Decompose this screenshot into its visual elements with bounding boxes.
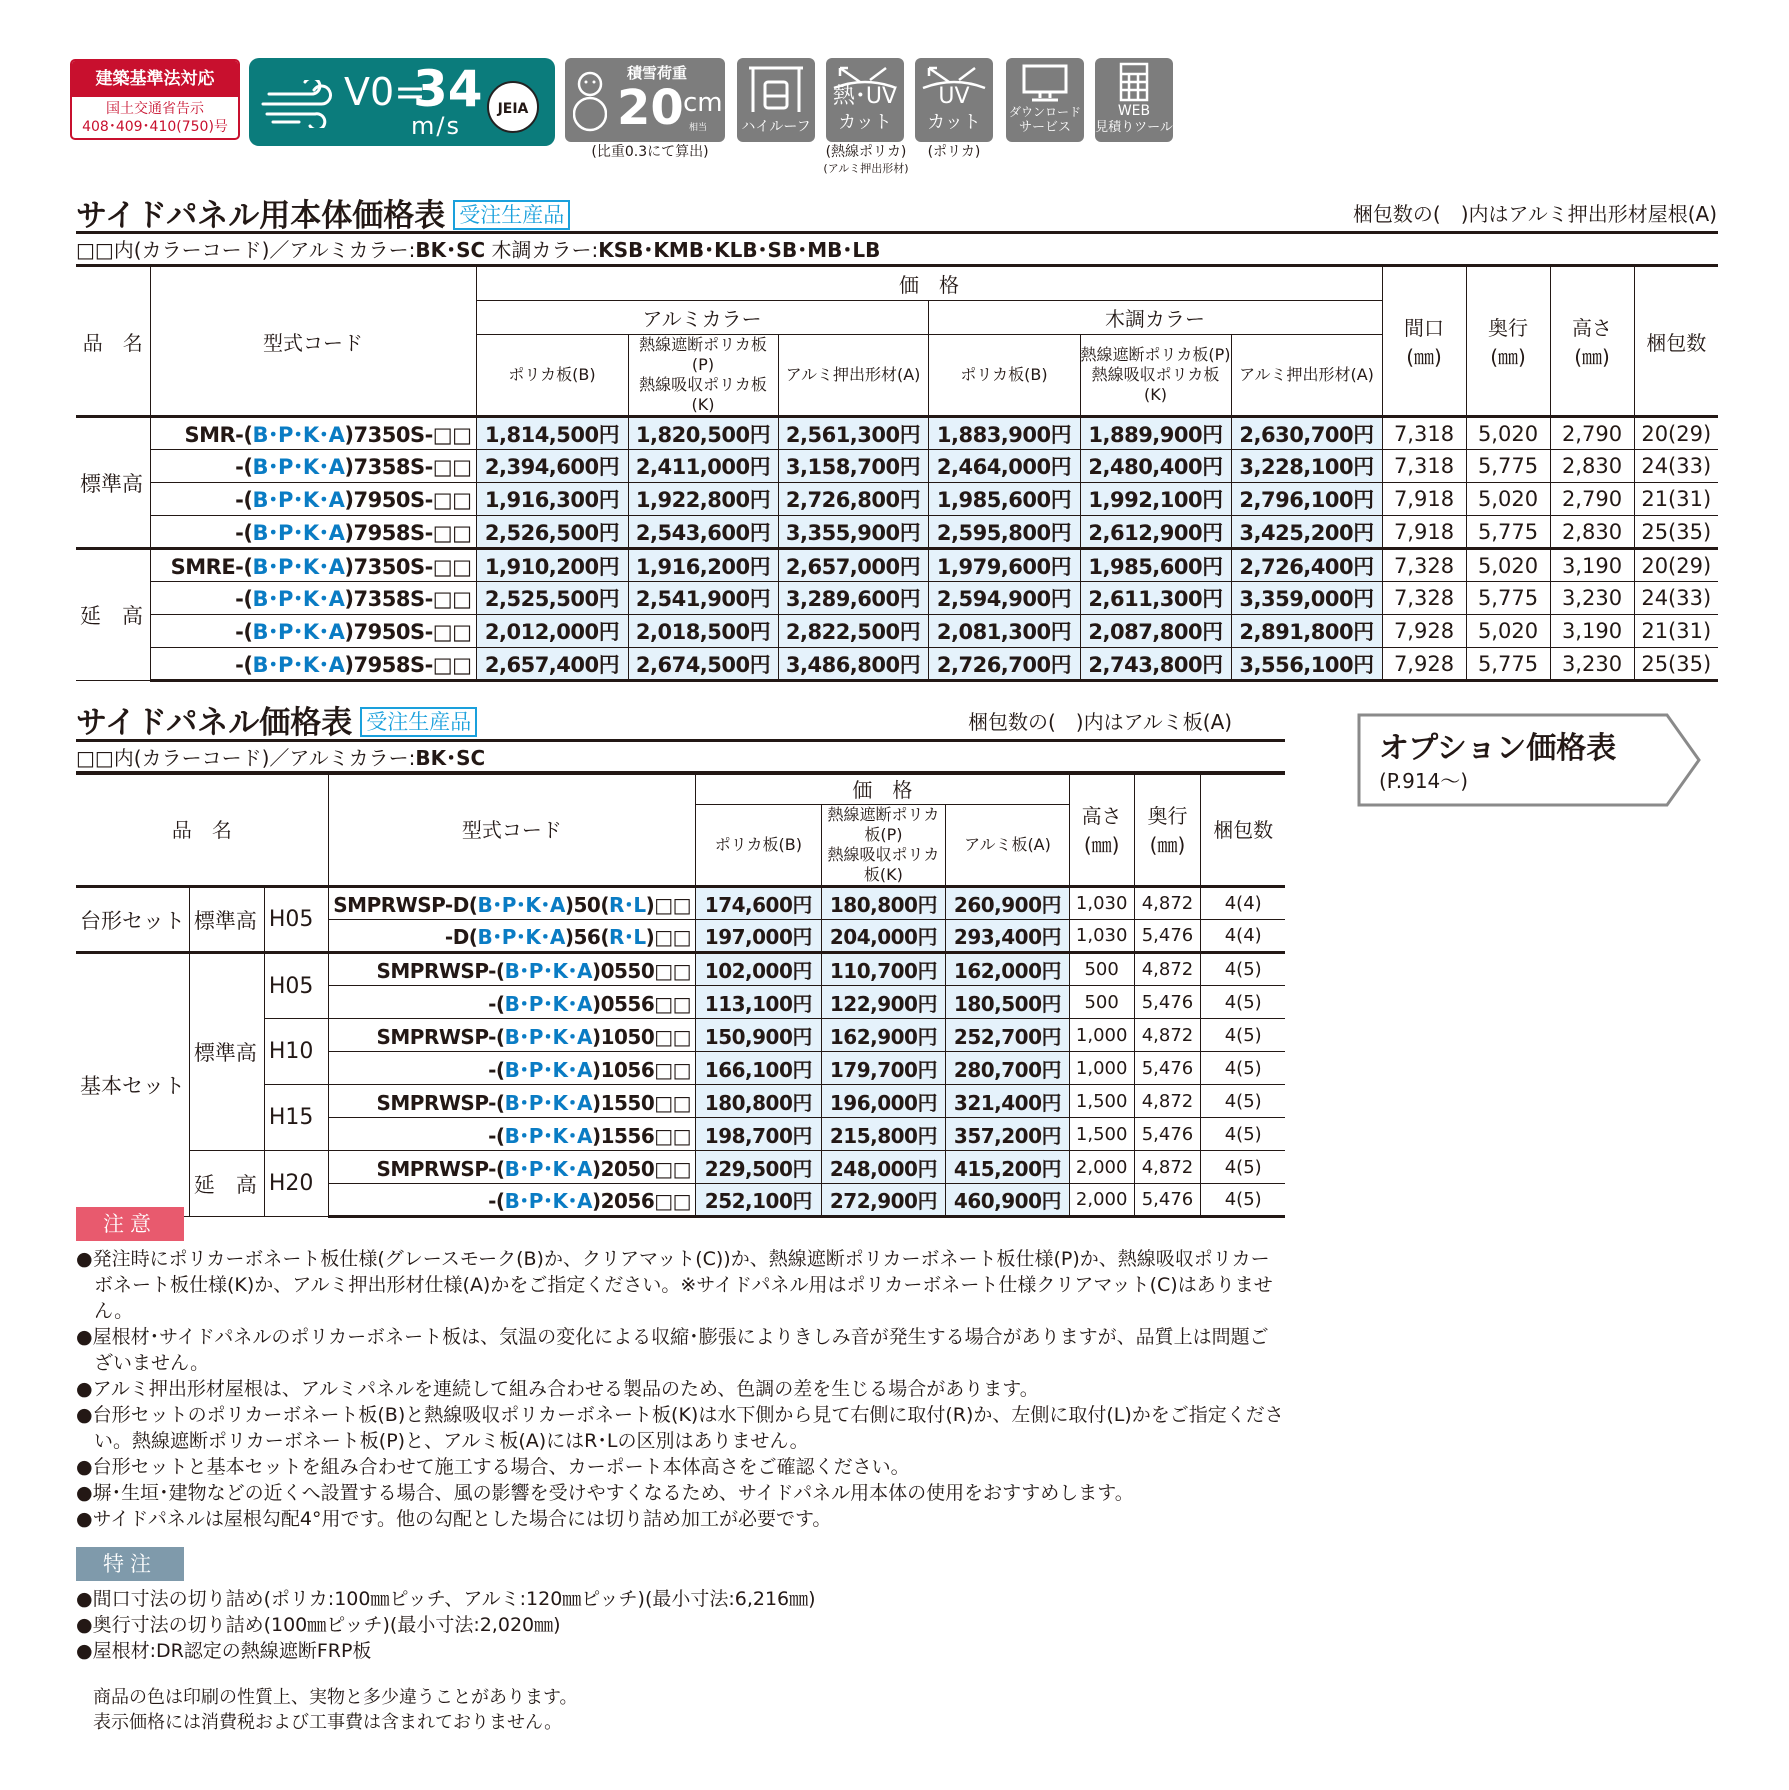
height-cell: 1,030 xyxy=(1069,887,1134,920)
price-cell: 229,500円 xyxy=(696,1151,822,1184)
table2-pack-note: 梱包数の( )内はアルミ板(A) xyxy=(968,710,1233,734)
price-cell: 2,612,900円 xyxy=(1080,516,1231,549)
depth-cell: 5,020 xyxy=(1466,549,1550,582)
download-line2: サービス xyxy=(1018,120,1071,135)
depth-cell: 5,775 xyxy=(1466,516,1550,549)
wind-value: 34 xyxy=(413,60,483,118)
price-cell: 2,611,300円 xyxy=(1080,582,1231,615)
price-cell: 3,486,800円 xyxy=(778,648,928,681)
price-cell: 321,400円 xyxy=(946,1085,1070,1118)
price-cell: 3,158,700円 xyxy=(778,450,928,483)
made-to-order-tag: 受注生産品 xyxy=(453,200,570,230)
group-name: 標準高 xyxy=(76,417,150,549)
price-cell: 2,394,600円 xyxy=(476,450,628,483)
height-cell: 500 xyxy=(1069,986,1134,1019)
table2-color-note: □□内(カラーコード)／アルミカラー:BK･SC xyxy=(76,739,1285,775)
price-cell: 460,900円 xyxy=(946,1184,1070,1217)
th2-height: 高さ (㎜) xyxy=(1069,772,1134,887)
caution-section xyxy=(76,1207,184,1241)
heat-uv-line1: 熱･UV xyxy=(832,84,898,109)
model-code: SMRE-(B･P･K･A)7350S-□□ xyxy=(150,549,476,582)
heat-uv-caption1: (熱線ポリカ) xyxy=(825,144,907,160)
price-cell: 166,100円 xyxy=(696,1052,822,1085)
height-cell: 1,000 xyxy=(1069,1052,1134,1085)
table-row xyxy=(76,615,1718,648)
price-cell: 415,200円 xyxy=(946,1151,1070,1184)
color-note-prefix: □□内(カラーコード)／アルミカラー: xyxy=(76,238,416,262)
height-cell: 3,230 xyxy=(1550,648,1634,681)
height-cell: 3,230 xyxy=(1550,582,1634,615)
price-cell: 1,985,600円 xyxy=(1080,549,1231,582)
web-line2: 見積りツール xyxy=(1095,120,1173,135)
calculator-icon xyxy=(1119,62,1149,102)
th-pack: 梱包数 xyxy=(1634,267,1718,417)
width-cell: 7,318 xyxy=(1382,450,1466,483)
price-cell: 180,500円 xyxy=(946,986,1070,1019)
price-cell: 2,657,400円 xyxy=(476,648,628,681)
high-roof-label: ハイルーフ xyxy=(741,119,811,135)
heat-uv-caption2: (アルミ押出形材) xyxy=(823,162,909,175)
price-cell: 179,700円 xyxy=(821,1052,946,1085)
option-price-link[interactable] xyxy=(1357,713,1702,807)
wood-colors: KSB･KMB･KLB･SB･MB･LB xyxy=(598,238,881,262)
set-name: 台形セット xyxy=(76,887,189,953)
wind-prefix: V0= xyxy=(344,70,427,114)
table1-color-note xyxy=(76,231,1718,267)
height-cell: 2,830 xyxy=(1550,516,1634,549)
snow-value: 20 xyxy=(617,80,684,136)
width-cell: 7,918 xyxy=(1382,483,1466,516)
uv-caption: (ポリカ) xyxy=(927,144,981,160)
price-cell: 2,891,800円 xyxy=(1231,615,1382,648)
table-row xyxy=(76,417,1718,450)
width-cell: 7,328 xyxy=(1382,582,1466,615)
price-cell: 3,289,600円 xyxy=(778,582,928,615)
price-cell: 2,561,300円 xyxy=(778,417,928,450)
table2-side-panel-prices xyxy=(76,771,1285,1218)
price-cell: 248,000円 xyxy=(821,1151,946,1184)
caution-item: ●台形セットと基本セットを組み合わせて施工する場合、カーポート本体高さをご確認ください。 xyxy=(76,1456,910,1478)
h-code: H10 xyxy=(264,1019,328,1085)
th-wood-color: 木調カラー xyxy=(928,301,1382,335)
price-cell: 150,900円 xyxy=(696,1019,822,1052)
width-cell: 7,928 xyxy=(1382,648,1466,681)
model-code: SMPRWSP-(B･P･K･A)1050□□ xyxy=(328,1019,695,1052)
table2-heading xyxy=(76,697,477,742)
footer-line1: 商品の色は印刷の性質上、実物と多少違うことがあります。 xyxy=(93,1687,578,1708)
caution-item: ●塀･生垣･建物などの近くへ設置する場合、風の影響を受けやすくなるため、サイドパネル用本体の使用をおすすめします。 xyxy=(76,1482,1134,1504)
table2-title: サイドパネル価格表 xyxy=(76,705,353,741)
height-cell: 1,030 xyxy=(1069,920,1134,953)
heat-uv-line2: カット xyxy=(838,112,892,133)
h-code: H05 xyxy=(264,953,328,1019)
price-cell: 260,900円 xyxy=(946,887,1070,920)
uv-line1: UV xyxy=(938,84,970,109)
price-cell: 162,900円 xyxy=(821,1019,946,1052)
price-cell: 3,355,900円 xyxy=(778,516,928,549)
price-cell: 1,910,200円 xyxy=(476,549,628,582)
price-cell: 2,480,400円 xyxy=(1080,450,1231,483)
price-cell: 2,541,900円 xyxy=(628,582,778,615)
caution-label: 注意 xyxy=(76,1207,184,1241)
table1-pack-note: 梱包数の( )内はアルミ押出形材屋根(A) xyxy=(1352,202,1717,226)
pack-cell: 4(5) xyxy=(1201,1052,1285,1085)
depth-cell: 5,476 xyxy=(1134,1184,1201,1217)
price-cell: 2,630,700円 xyxy=(1231,417,1382,450)
price-cell: 2,595,800円 xyxy=(928,516,1080,549)
special-item: ●間口寸法の切り詰め(ポリカ:100㎜ピッチ、アルミ:120㎜ピッチ)(最小寸法:6,216㎜) xyxy=(76,1588,816,1610)
snow-label: 積雪荷重 xyxy=(627,64,688,82)
price-cell: 1,820,500円 xyxy=(628,417,778,450)
uv-cut-badge xyxy=(915,58,993,142)
price-cell: 110,700円 xyxy=(821,953,946,986)
price-cell: 2,726,800円 xyxy=(778,483,928,516)
price-cell: 2,726,400円 xyxy=(1231,549,1382,582)
model-code: SMR-(B･P･K･A)7350S-□□ xyxy=(150,417,476,450)
price-cell: 252,700円 xyxy=(946,1019,1070,1052)
price-cell: 2,087,800円 xyxy=(1080,615,1231,648)
alu-colors: BK･SC xyxy=(415,238,486,262)
caution-item: ●アルミ押出形材屋根は、アルミパネルを連続して組み合わせる製品のため、色調の差を生じる場合があります。 xyxy=(76,1378,1039,1400)
h-code: H20 xyxy=(264,1151,328,1217)
pack-cell: 4(4) xyxy=(1201,887,1285,920)
width-cell: 7,918 xyxy=(1382,516,1466,549)
price-cell: 1,889,900円 xyxy=(1080,417,1231,450)
price-cell: 252,100円 xyxy=(696,1184,822,1217)
price-cell: 1,883,900円 xyxy=(928,417,1080,450)
price-cell: 1,992,100円 xyxy=(1080,483,1231,516)
pack-cell: 4(5) xyxy=(1201,1085,1285,1118)
snowman-icon xyxy=(573,66,607,134)
depth-cell: 5,020 xyxy=(1466,615,1550,648)
price-cell: 2,525,500円 xyxy=(476,582,628,615)
th-poly-wood: ポリカ板(B) xyxy=(928,335,1080,417)
heat-uv-cut-badge xyxy=(826,58,904,142)
th2-code: 型式コード xyxy=(328,772,695,887)
height-cell: 1,500 xyxy=(1069,1118,1134,1151)
th-alu-color: アルミカラー xyxy=(476,301,928,335)
model-code: -(B･P･K･A)0556□□ xyxy=(328,986,695,1019)
snow-unit: cm xyxy=(683,88,723,118)
depth-cell: 5,775 xyxy=(1466,582,1550,615)
model-code: -(B･P･K･A)7958S-□□ xyxy=(150,648,476,681)
height-cell: 1,000 xyxy=(1069,1019,1134,1052)
price-cell: 272,900円 xyxy=(821,1184,946,1217)
web-line1: WEB xyxy=(1117,103,1151,119)
th-price: 価 格 xyxy=(476,267,1382,301)
price-cell: 198,700円 xyxy=(696,1118,822,1151)
price-cell: 2,018,500円 xyxy=(628,615,778,648)
height-cell: 1,500 xyxy=(1069,1085,1134,1118)
price-cell: 2,411,000円 xyxy=(628,450,778,483)
th-code: 型式コード xyxy=(150,267,476,417)
depth-cell: 5,476 xyxy=(1134,1052,1201,1085)
pack-cell: 24(33) xyxy=(1634,582,1718,615)
depth-cell: 5,476 xyxy=(1134,1118,1201,1151)
price-cell: 174,600円 xyxy=(696,887,822,920)
height-type: 標準高 xyxy=(189,953,264,1151)
th-alu-ext: アルミ押出形材(A) xyxy=(778,335,928,417)
width-cell: 7,928 xyxy=(1382,615,1466,648)
model-code: -(B･P･K･A)7950S-□□ xyxy=(150,615,476,648)
height-type: 延 高 xyxy=(189,1151,264,1217)
option-title: オプション価格表 xyxy=(1379,731,1617,766)
badge-law-line2: 408･409･410(750)号 xyxy=(82,119,228,135)
depth-cell: 4,872 xyxy=(1134,1019,1201,1052)
table-row xyxy=(76,582,1718,615)
caution-item: ●サイドパネルは屋根勾配4°用です。他の勾配とした場合には切り詰め加工が必要です。 xyxy=(76,1508,832,1530)
th-name: 品 名 xyxy=(76,267,150,417)
depth-cell: 5,476 xyxy=(1134,986,1201,1019)
table-row xyxy=(76,1151,1285,1184)
special-section xyxy=(76,1547,184,1581)
price-cell: 2,464,000円 xyxy=(928,450,1080,483)
th-alu-ext-wood: アルミ押出形材(A) xyxy=(1231,335,1382,417)
th-heat-wood: 熱線遮断ポリカ板(P) 熱線吸収ポリカ板(K) xyxy=(1080,335,1231,417)
caution-item: ●発注時にポリカーボネート板仕様(グレースモーク(B)か、クリアマット(C))か、熱線遮断ポリカーボネート板仕様(P)か、熱線吸収ポリカーボネート板仕様(K)か、アルミ押出形材仕様(A)かをご指定ください。※サイドパネル用はポリカーボネート仕様クリアマット(C)はありません。 xyxy=(76,1248,1273,1322)
wind-icon xyxy=(259,80,339,128)
caution-list xyxy=(76,1246,1286,1532)
snow-sub: 相当 xyxy=(689,123,708,133)
model-code: -(B･P･K･A)2056□□ xyxy=(328,1184,695,1217)
monitor-icon xyxy=(1020,64,1070,104)
badge-law-line1: 国土交通省告示 xyxy=(106,101,204,117)
depth-cell: 4,872 xyxy=(1134,953,1201,986)
caution-item: ●台形セットのポリカーボネート板(B)と熱線吸収ポリカーボネート板(K)は水下側から見て右側に取付(R)か、左側に取付(L)かをご指定ください。熱線遮断ポリカーボネート板(P)と、アルミ板(A)にはR･Lの区別はありません。 xyxy=(76,1404,1284,1452)
special-list xyxy=(76,1586,1076,1664)
snow-load-badge xyxy=(565,58,725,142)
carport-icon xyxy=(747,64,805,114)
th2-price: 価 格 xyxy=(696,772,1070,805)
pack-cell: 4(5) xyxy=(1201,986,1285,1019)
price-cell: 293,400円 xyxy=(946,920,1070,953)
th-poly: ポリカ板(B) xyxy=(476,335,628,417)
wind-speed-badge xyxy=(249,58,555,146)
price-cell: 2,657,000円 xyxy=(778,549,928,582)
model-code: -(B･P･K･A)7950S-□□ xyxy=(150,483,476,516)
price-cell: 280,700円 xyxy=(946,1052,1070,1085)
price-cell: 1,814,500円 xyxy=(476,417,628,450)
table1-heading xyxy=(76,190,570,235)
price-cell: 1,922,800円 xyxy=(628,483,778,516)
model-code: SMPRWSP-(B･P･K･A)2050□□ xyxy=(328,1151,695,1184)
price-cell: 204,000円 xyxy=(821,920,946,953)
height-cell: 500 xyxy=(1069,953,1134,986)
model-code: -(B･P･K･A)7958S-□□ xyxy=(150,516,476,549)
price-cell: 1,985,600円 xyxy=(928,483,1080,516)
th2-poly: ポリカ板(B) xyxy=(696,805,822,887)
model-code: SMPRWSP-D(B･P･K･A)50(R･L)□□ xyxy=(328,887,695,920)
price-cell: 102,000円 xyxy=(696,953,822,986)
width-cell: 7,328 xyxy=(1382,549,1466,582)
price-cell: 2,726,700円 xyxy=(928,648,1080,681)
price-cell: 122,900円 xyxy=(821,986,946,1019)
height-cell: 3,190 xyxy=(1550,549,1634,582)
download-service-badge[interactable] xyxy=(1006,58,1084,142)
price-cell: 215,800円 xyxy=(821,1118,946,1151)
depth-cell: 4,872 xyxy=(1134,1085,1201,1118)
snow-caption: (比重0.3にて算出) xyxy=(591,144,709,160)
table-row xyxy=(76,953,1285,986)
group-name: 延 高 xyxy=(76,549,150,681)
jeia-logo: JEIA xyxy=(487,81,539,133)
pack-cell: 20(29) xyxy=(1634,549,1718,582)
web-estimate-badge[interactable] xyxy=(1095,58,1173,142)
pack-cell: 4(5) xyxy=(1201,1151,1285,1184)
price-cell: 1,916,200円 xyxy=(628,549,778,582)
depth-cell: 4,872 xyxy=(1134,1151,1201,1184)
height-cell: 2,000 xyxy=(1069,1184,1134,1217)
depth-cell: 5,020 xyxy=(1466,483,1550,516)
price-cell: 2,012,000円 xyxy=(476,615,628,648)
pack-cell: 4(5) xyxy=(1201,1118,1285,1151)
made-to-order-tag: 受注生産品 xyxy=(360,707,477,737)
pack-cell: 24(33) xyxy=(1634,450,1718,483)
price-cell: 2,526,500円 xyxy=(476,516,628,549)
th2-name: 品 名 xyxy=(76,772,328,887)
price-cell: 2,822,500円 xyxy=(778,615,928,648)
price-cell: 3,359,000円 xyxy=(1231,582,1382,615)
depth-cell: 5,476 xyxy=(1134,920,1201,953)
price-cell: 113,100円 xyxy=(696,986,822,1019)
table-row xyxy=(76,549,1718,582)
building-standard-badge xyxy=(70,59,240,140)
height-cell: 2,000 xyxy=(1069,1151,1134,1184)
height-cell: 2,790 xyxy=(1550,483,1634,516)
h-code: H15 xyxy=(264,1085,328,1151)
depth-cell: 5,775 xyxy=(1466,648,1550,681)
pack-cell: 25(35) xyxy=(1634,516,1718,549)
depth-cell: 5,020 xyxy=(1466,417,1550,450)
model-code: SMPRWSP-(B･P･K･A)1550□□ xyxy=(328,1085,695,1118)
price-cell: 2,674,500円 xyxy=(628,648,778,681)
price-cell: 180,800円 xyxy=(696,1085,822,1118)
pack-cell: 4(5) xyxy=(1201,953,1285,986)
price-cell: 1,979,600円 xyxy=(928,549,1080,582)
th-width: 間口 (㎜) xyxy=(1382,267,1466,417)
model-code: SMPRWSP-(B･P･K･A)0550□□ xyxy=(328,953,695,986)
price-cell: 196,000円 xyxy=(821,1085,946,1118)
table-row xyxy=(76,887,1285,920)
table-row xyxy=(76,516,1718,549)
model-code: -(B･P･K･A)7358S-□□ xyxy=(150,450,476,483)
table-row xyxy=(76,450,1718,483)
price-cell: 357,200円 xyxy=(946,1118,1070,1151)
pack-cell: 4(5) xyxy=(1201,1184,1285,1217)
model-code: -(B･P･K･A)1056□□ xyxy=(328,1052,695,1085)
table-row xyxy=(76,483,1718,516)
th2-pack: 梱包数 xyxy=(1201,772,1285,887)
uv-line2: カット xyxy=(927,112,981,133)
set-name: 基本セット xyxy=(76,953,189,1217)
price-cell: 197,000円 xyxy=(696,920,822,953)
price-cell: 2,543,600円 xyxy=(628,516,778,549)
pack-cell: 21(31) xyxy=(1634,483,1718,516)
th-heat: 熱線遮断ポリカ板(P) 熱線吸収ポリカ板(K) xyxy=(628,335,778,417)
download-line1: ダウンロード xyxy=(1008,105,1081,119)
special-label: 特注 xyxy=(76,1547,184,1581)
th2-depth: 奥行 (㎜) xyxy=(1134,772,1201,887)
height-cell: 2,830 xyxy=(1550,450,1634,483)
footer-notes xyxy=(93,1685,578,1735)
width-cell: 7,318 xyxy=(1382,417,1466,450)
model-code: -D(B･P･K･A)56(R･L)□□ xyxy=(328,920,695,953)
special-item: ●屋根材:DR認定の熱線遮断FRP板 xyxy=(76,1640,372,1662)
price-cell: 2,796,100円 xyxy=(1231,483,1382,516)
table-row xyxy=(76,648,1718,681)
height-cell: 2,790 xyxy=(1550,417,1634,450)
price-cell: 3,228,100円 xyxy=(1231,450,1382,483)
pack-cell: 20(29) xyxy=(1634,417,1718,450)
pack-cell: 25(35) xyxy=(1634,648,1718,681)
price-cell: 2,743,800円 xyxy=(1080,648,1231,681)
price-cell: 1,916,300円 xyxy=(476,483,628,516)
price-cell: 162,000円 xyxy=(946,953,1070,986)
price-cell: 180,800円 xyxy=(821,887,946,920)
price-cell: 2,081,300円 xyxy=(928,615,1080,648)
model-code: -(B･P･K･A)1556□□ xyxy=(328,1118,695,1151)
pack-cell: 4(5) xyxy=(1201,1019,1285,1052)
special-item: ●奥行寸法の切り詰め(100㎜ピッチ)(最小寸法:2,020㎜) xyxy=(76,1614,561,1636)
pack-cell: 4(4) xyxy=(1201,920,1285,953)
badge-law-title: 建築基準法対応 xyxy=(72,61,238,97)
th2-alu: アルミ板(A) xyxy=(946,805,1070,887)
footer-line2: 表示価格には消費税および工事費は含まれておりません。 xyxy=(93,1712,563,1733)
model-code: -(B･P･K･A)7358S-□□ xyxy=(150,582,476,615)
high-roof-badge xyxy=(737,58,815,142)
wind-unit: m/s xyxy=(411,112,461,140)
th-depth: 奥行 (㎜) xyxy=(1466,267,1550,417)
price-cell: 2,594,900円 xyxy=(928,582,1080,615)
price-cell: 3,425,200円 xyxy=(1231,516,1382,549)
table1-body-prices xyxy=(76,266,1718,682)
height-cell: 3,190 xyxy=(1550,615,1634,648)
h-code: H05 xyxy=(264,887,328,953)
table1-title: サイドパネル用本体価格表 xyxy=(76,198,446,234)
pack-cell: 21(31) xyxy=(1634,615,1718,648)
option-page: (P.914～) xyxy=(1379,769,1469,793)
wood-color-label: 木調カラー: xyxy=(485,238,599,262)
th2-heat: 熱線遮断ポリカ板(P) 熱線吸収ポリカ板(K) xyxy=(821,805,946,887)
th-height: 高さ (㎜) xyxy=(1550,267,1634,417)
price-cell: 3,556,100円 xyxy=(1231,648,1382,681)
height-type: 標準高 xyxy=(189,887,264,953)
depth-cell: 5,775 xyxy=(1466,450,1550,483)
depth-cell: 4,872 xyxy=(1134,887,1201,920)
caution-item: ●屋根材･サイドパネルのポリカーボネート板は、気温の変化による収縮･膨張によりきしみ音が発生する場合がありますが、品質上は問題ございません。 xyxy=(76,1326,1269,1374)
